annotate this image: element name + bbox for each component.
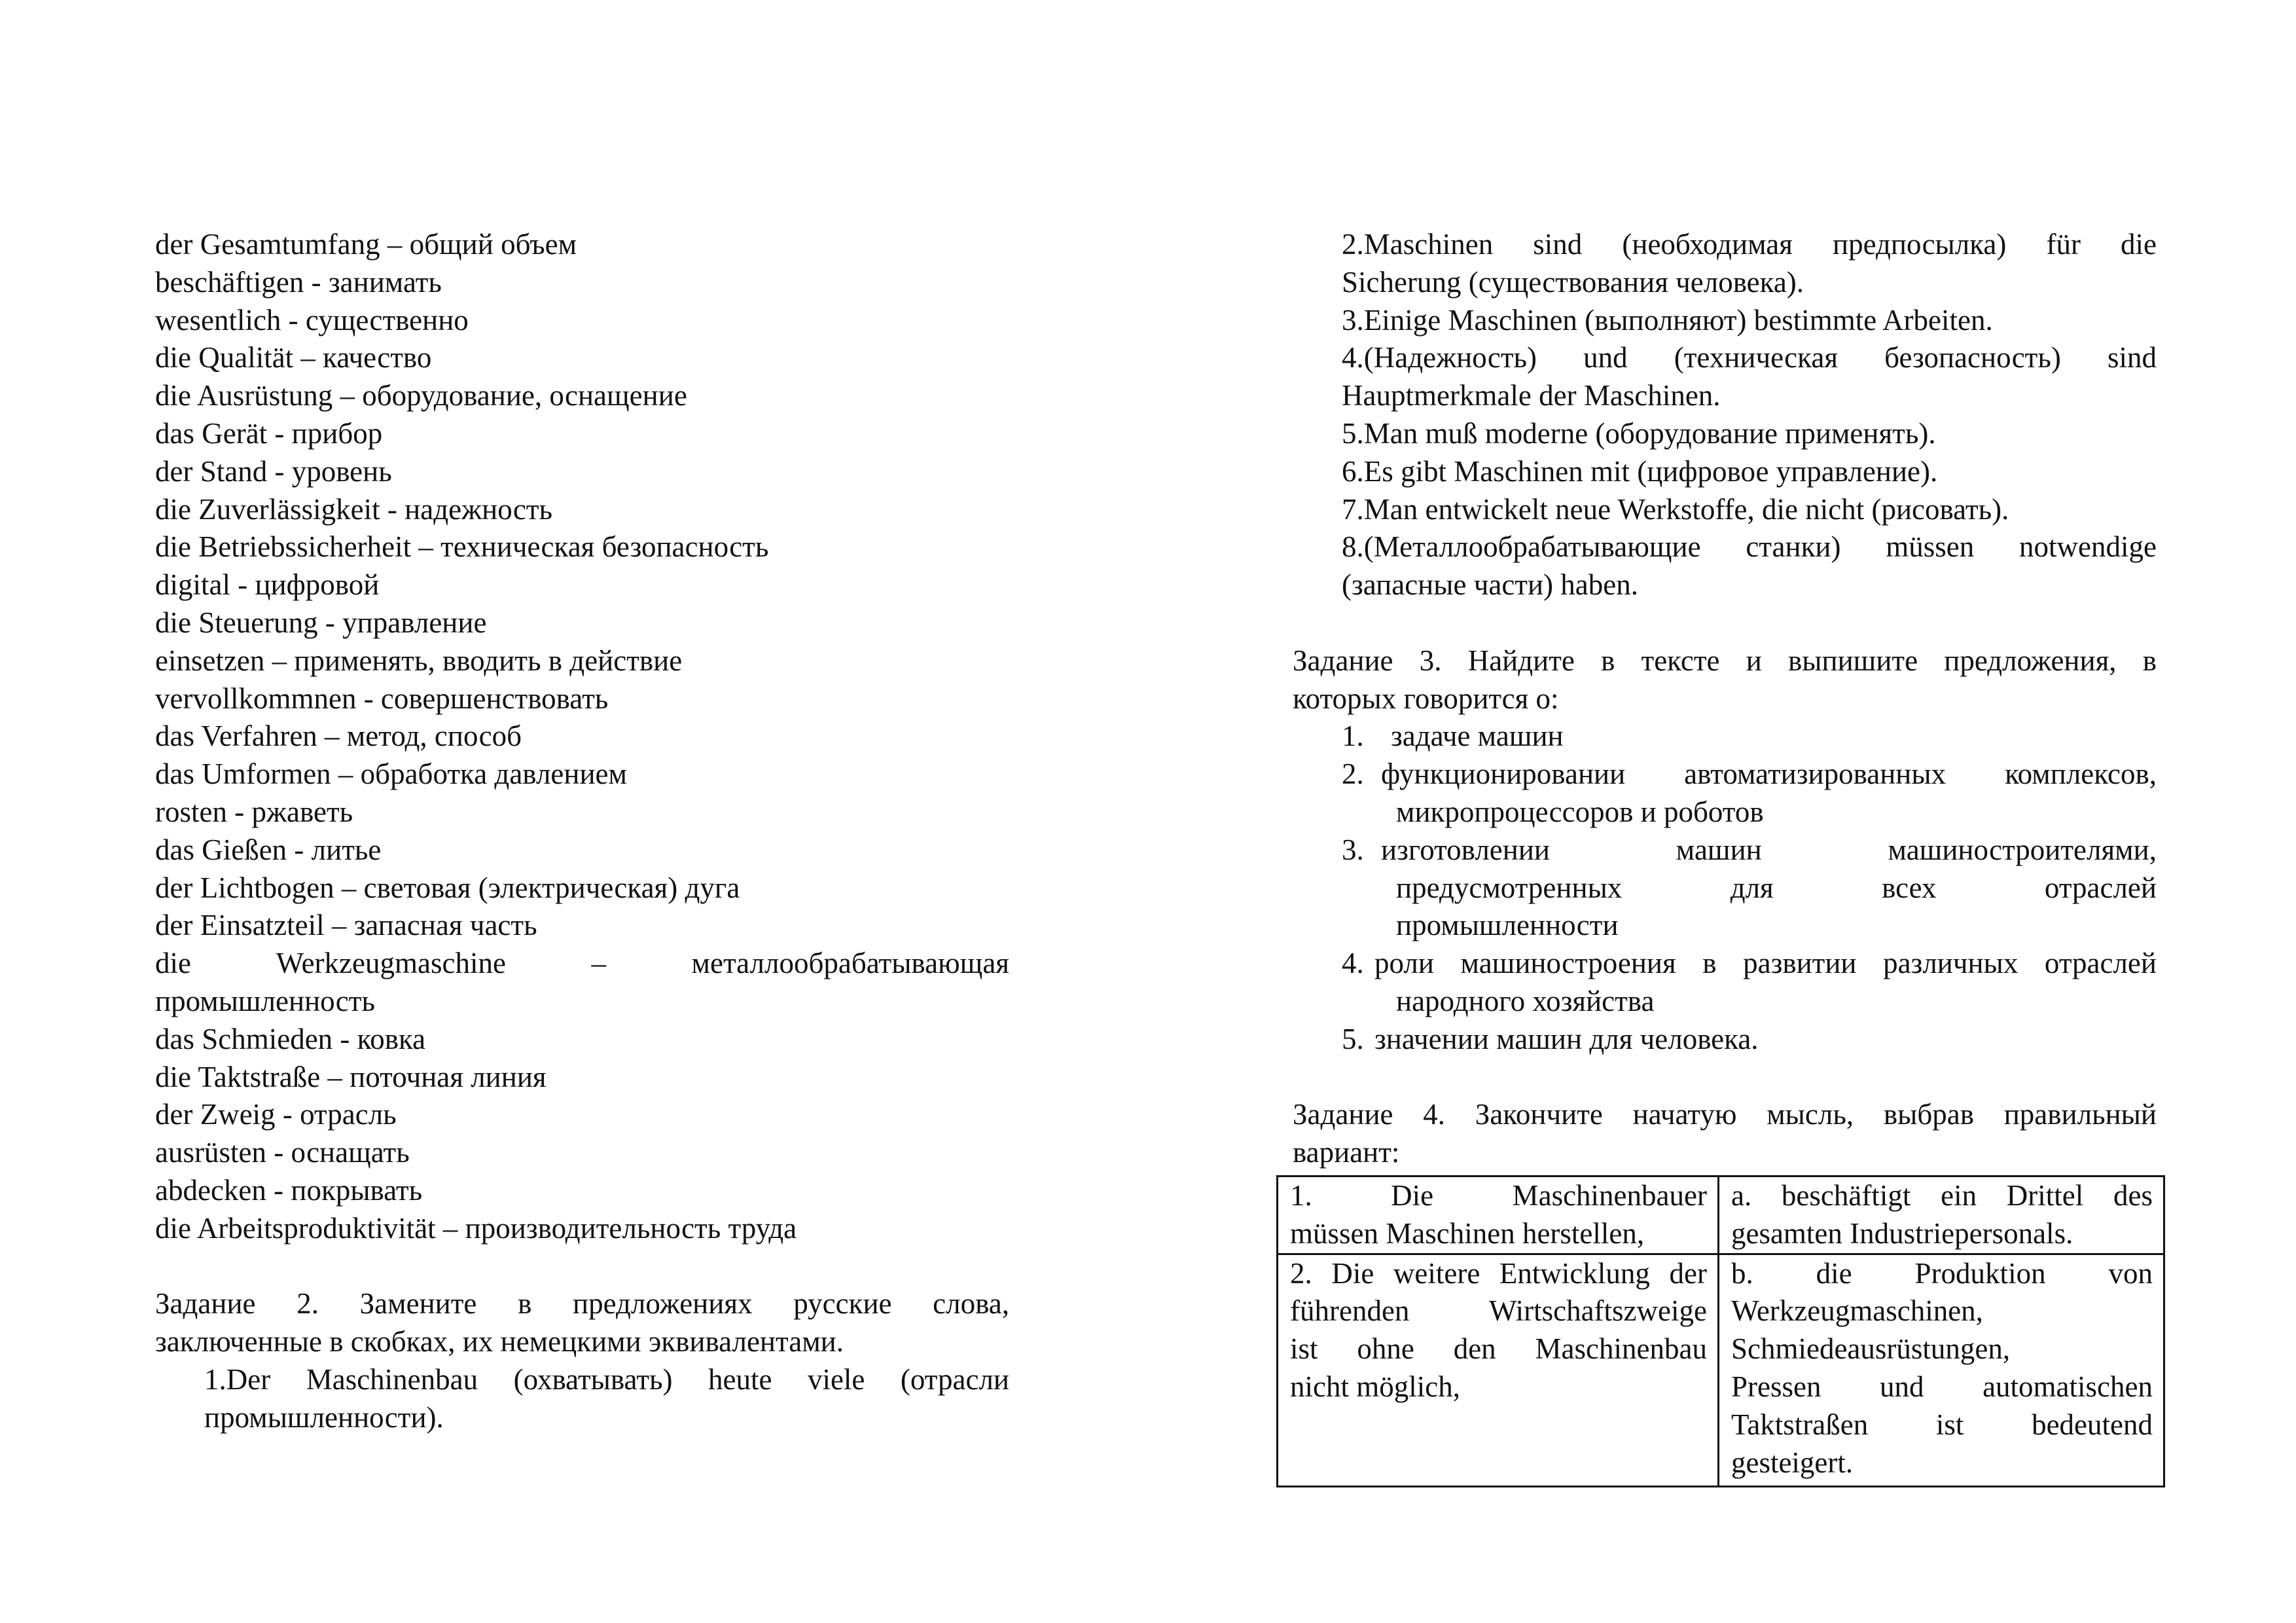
cell-line: 2. Die weitere Entwicklung der — [1290, 1256, 1707, 1290]
task3-item-3-line3: промышленности — [1396, 909, 1619, 942]
vocab-item: die Steuerung - управление — [155, 606, 487, 639]
vocab-item-split-line2: промышленность — [155, 984, 375, 1017]
cell-line: ist ohne den Maschinenbau — [1290, 1332, 1707, 1366]
cell-line: 1. Die Maschinenbauer — [1290, 1179, 1707, 1212]
task3-item-2-line2: микропроцессоров и роботов — [1396, 795, 1764, 828]
vocab-item: der Zweig - отрасль — [155, 1098, 397, 1131]
cell-line: gesteigert. — [1731, 1446, 1854, 1479]
cell-line: b. die Produktion von — [1731, 1256, 2153, 1290]
vocab-item: die Ausrüstung – оборудование, оснащение — [155, 379, 687, 412]
vocab-item: beschäftigen - занимать — [155, 265, 442, 299]
task2-continued — [1293, 226, 2157, 604]
vocab-item: digital - цифровой — [155, 568, 380, 602]
cell-line: Werkzeugmaschinen, — [1731, 1294, 1983, 1328]
spacer — [1293, 604, 2157, 642]
task2-section — [155, 1285, 1009, 1436]
vocab-item: das Schmieden - ковка — [155, 1022, 426, 1055]
task4-heading-line2: вариант: — [1293, 1136, 1400, 1169]
task3-item-text: изготовлении машин машиностроителями, — [1381, 833, 2157, 866]
task2-sentence-7: 7.Man entwickelt neue Werkstoffe, die nicht (рисовать). — [1342, 492, 2009, 526]
table-cell — [1278, 1254, 1719, 1486]
vocab-item: rosten - ржаветь — [155, 795, 353, 828]
task2-sentence-6: 6.Es gibt Maschinen mit (цифровое управление). — [1342, 454, 1938, 488]
task3-item-3-line1 — [1293, 831, 2157, 869]
task3-heading-line2: которых говорится о: — [1293, 682, 1559, 715]
task3-item-4-line1 — [1293, 945, 2157, 983]
task3-item-5 — [1293, 1021, 2157, 1059]
task2-sentence-1-line1: 1.Der Maschinenbau (охватывать) heute viele (отрасли — [204, 1362, 1009, 1396]
task3-item-3-line2: предусмотренных для всех отраслей — [1396, 871, 2157, 904]
task3-item-text: функционировании автоматизированных комплексов, — [1381, 757, 2157, 791]
task3-item-number: 1. — [1342, 720, 1364, 753]
vocab-item: die Qualität – качество — [155, 341, 432, 374]
task3-item-number: 4. — [1342, 947, 1364, 980]
table-cell — [1278, 1176, 1719, 1254]
spacer — [155, 1248, 1009, 1286]
cell-line: müssen Maschinen herstellen, — [1290, 1216, 1645, 1250]
task2-sentence-4-line1: 4.(Надежность) und (техническая безопасность) sind — [1342, 341, 2157, 374]
task2-heading-line2: заключенные в скобках, их немецкими эквивалентами. — [155, 1325, 844, 1359]
task4-section — [1293, 1096, 2157, 1172]
task2-sentence-4-line2: Hauptmerkmale der Maschinen. — [1342, 379, 1721, 412]
task3-item-text: задаче машин — [1391, 720, 1564, 753]
vocab-item: einsetzen – применять, вводить в действие — [155, 644, 683, 677]
vocab-item: die Betriebssicherheit – техническая безопасность — [155, 530, 769, 564]
cell-line: Pressen und automatischen — [1731, 1370, 2153, 1403]
vocab-item: das Gießen - литье — [155, 833, 382, 866]
task4-heading-line1: Задание 4. Закончите начатую мысль, выбрав правильный — [1293, 1098, 2157, 1131]
right-column — [1293, 226, 2157, 1172]
spacer — [1293, 1059, 2157, 1097]
vocab-item: das Gerät - прибор — [155, 416, 383, 450]
left-column — [155, 226, 1009, 1437]
task3-item-number: 3. — [1342, 833, 1364, 866]
vocabulary-list — [155, 226, 1009, 1248]
task3-item-text: значении машин для человека. — [1374, 1022, 1759, 1055]
cell-line: Taktstraßen ist bedeutend — [1731, 1408, 2153, 1441]
task2-sentence-2-line1: 2.Maschinen sind (необходимая предпосылка) für die — [1342, 228, 2157, 261]
task3-item-number: 2. — [1342, 757, 1364, 791]
vocab-item: das Umformen – обработка давлением — [155, 757, 627, 791]
vocab-item: der Gesamtumfang – общий объем — [155, 228, 577, 261]
vocab-item: der Stand - уровень — [155, 454, 392, 488]
vocab-item: die Zuverlässigkeit - надежность — [155, 492, 553, 526]
task2-sentence-8-line2: (запасные части) haben. — [1342, 568, 1638, 602]
vocab-item: die Arbeitsproduktivität – производительность труда — [155, 1211, 797, 1245]
vocab-item: vervollkommnen - совершенствовать — [155, 682, 609, 715]
task2-sentence-1-line2: промышленности). — [204, 1400, 444, 1434]
vocab-item: der Einsatzteil – запасная часть — [155, 909, 537, 942]
table-row — [1278, 1254, 2164, 1486]
task3-heading-line1: Задание 3. Найдите в тексте и выпишите предложения, в — [1293, 644, 2157, 677]
vocab-item: wesentlich - существенно — [155, 303, 469, 337]
task2-sentence-8-line1: 8.(Металлообрабатывающие станки) müssen notwendige — [1342, 530, 2157, 564]
task3-item-number: 5. — [1342, 1022, 1364, 1055]
task3-item-4-line2: народного хозяйства — [1396, 984, 1655, 1017]
vocab-item: ausrüsten - оснащать — [155, 1136, 410, 1169]
table-cell — [1718, 1254, 2164, 1486]
vocab-item: das Verfahren – метод, способ — [155, 720, 522, 753]
task3-item-2-line1 — [1293, 756, 2157, 793]
cell-line: nicht möglich, — [1290, 1370, 1460, 1403]
table-cell — [1718, 1176, 2164, 1254]
vocab-item: abdecken - покрывать — [155, 1173, 423, 1207]
task4-table — [1276, 1175, 2165, 1487]
vocab-item: die Taktstraße – поточная линия — [155, 1060, 547, 1093]
table-row — [1278, 1176, 2164, 1254]
task3-section — [1293, 642, 2157, 1059]
vocab-item: der Lichtbogen – световая (электрическая) дуга — [155, 871, 740, 904]
vocab-item-split-line1: die Werkzeugmaschine – металлообрабатывающая — [155, 947, 1009, 980]
cell-line: Schmiedeausrüstungen, — [1731, 1332, 2011, 1366]
task3-item-text: роли машиностроения в развитии различных отраслей — [1374, 947, 2157, 980]
task3-item-1 — [1293, 718, 2157, 756]
task2-sentence-3: 3.Einige Maschinen (выполняют) bestimmte Arbeiten. — [1342, 303, 1993, 337]
task2-sentence-5: 5.Man muß moderne (оборудование применять). — [1342, 416, 1936, 450]
cell-line: gesamten Industriepersonals. — [1731, 1216, 2073, 1250]
task2-sentence-2-line2: Sicherung (существования человека). — [1342, 265, 1804, 299]
cell-line: a. beschäftigt ein Drittel des — [1731, 1179, 2153, 1212]
cell-line: führenden Wirtschaftszweige — [1290, 1294, 1707, 1328]
task2-heading-line1: Задание 2. Замените в предложениях русские слова, — [155, 1287, 1009, 1321]
